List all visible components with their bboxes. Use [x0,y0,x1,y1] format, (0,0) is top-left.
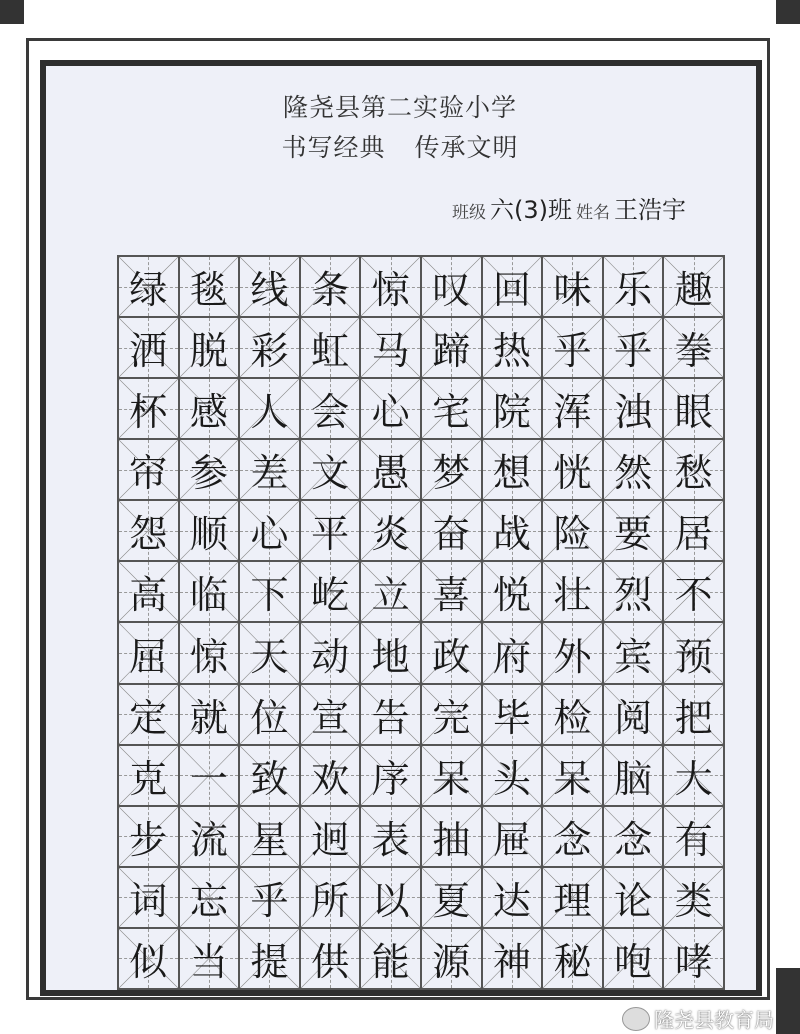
handwritten-character: 杯 [129,390,168,435]
handwritten-character: 供 [311,939,350,984]
grid-cell [300,561,361,622]
handwritten-character: 当 [189,939,228,984]
handwritten-character: 大 [674,756,713,801]
grid-cell [542,256,603,317]
grid-cell [603,928,664,989]
grid-cell [300,928,361,989]
handwritten-character: 以 [371,878,410,923]
grid-cell [179,745,240,806]
handwritten-character: 悦 [492,573,531,618]
grid-cell [421,806,482,867]
handwritten-character: 彩 [250,329,289,374]
grid-cell [360,256,421,317]
grid-cell [542,439,603,500]
corner-shade [0,0,24,24]
corner-shade [776,0,800,24]
grid-cell [179,439,240,500]
grid-cell [603,806,664,867]
grid-cell [179,928,240,989]
grid-cell [360,317,421,378]
grid-cell [663,561,724,622]
handwritten-character: 梦 [432,451,471,496]
grid-cell [360,928,421,989]
handwritten-character: 愚 [371,451,410,496]
handwritten-character: 居 [674,512,713,557]
grid-cell [663,317,724,378]
handwritten-character: 立 [371,573,410,618]
grid-cell [118,256,179,317]
grid-cell [179,806,240,867]
grid-cell [360,378,421,439]
handwritten-character: 地 [371,634,410,679]
grid-cell [118,745,179,806]
practice-grid [117,255,725,990]
grid-cell [542,745,603,806]
handwritten-character: 恍 [553,451,592,496]
handwritten-character: 要 [614,512,653,557]
handwritten-character: 天 [250,634,289,679]
handwritten-character: 哮 [674,939,713,984]
grid-cell [542,622,603,683]
handwritten-character: 惊 [371,268,410,313]
grid-cell [603,317,664,378]
handwritten-character: 表 [371,817,410,862]
handwritten-character: 人 [250,390,289,435]
handwritten-character: 流 [189,817,228,862]
grid-cell [118,622,179,683]
grid-cell [421,378,482,439]
handwritten-character: 浊 [614,390,653,435]
grid-cell [300,684,361,745]
grid-cell [603,622,664,683]
handwritten-character: 然 [614,451,653,496]
handwritten-character: 能 [371,939,410,984]
grid-cell [118,378,179,439]
handwritten-character: 怨 [129,512,168,557]
handwritten-character: 完 [432,695,471,740]
grid-cell [239,684,300,745]
grid-cell [482,500,543,561]
grid-cell [239,317,300,378]
grid-cell [482,439,543,500]
grid-cell [663,684,724,745]
handwritten-character: 马 [371,329,410,374]
grid-cell [239,439,300,500]
watermark-text: 隆尧县教育局 [654,1008,774,1032]
handwritten-character: 神 [492,939,531,984]
grid-cell [482,867,543,928]
handwritten-character: 有 [674,817,713,862]
handwritten-character: 宅 [432,390,471,435]
grid-cell [239,622,300,683]
grid-cell [482,317,543,378]
handwritten-character: 喜 [432,573,471,618]
grid-cell [542,684,603,745]
grid-cell [603,867,664,928]
handwritten-character: 毯 [189,268,228,313]
handwritten-character: 乐 [614,268,653,313]
handwritten-character: 把 [674,695,713,740]
grid-cell [542,317,603,378]
handwritten-character: 一 [189,756,228,801]
grid-cell [300,806,361,867]
grid-cell [300,745,361,806]
handwritten-character: 乎 [250,878,289,923]
wechat-icon [622,1007,650,1031]
grid-cell [118,561,179,622]
handwritten-character: 拳 [674,329,713,374]
handwritten-character: 回 [492,268,531,313]
handwritten-character: 似 [129,939,168,984]
grid-cell [421,317,482,378]
grid-cell [118,806,179,867]
handwritten-character: 毕 [492,695,531,740]
handwritten-character: 外 [553,634,592,679]
handwritten-character: 就 [189,695,228,740]
grid-cell [663,256,724,317]
handwritten-character: 阅 [614,695,653,740]
handwritten-character: 虹 [311,329,350,374]
corner-shade [776,968,800,1034]
grid-cell [663,867,724,928]
grid-cell [179,684,240,745]
grid-cell [118,317,179,378]
grid-cell [482,928,543,989]
grid-cell [118,928,179,989]
grid-cell [239,256,300,317]
grid-cell [421,928,482,989]
grid-cell [179,561,240,622]
handwritten-character: 致 [250,756,289,801]
handwritten-character: 线 [250,268,289,313]
handwritten-character: 顺 [189,512,228,557]
handwritten-character: 炎 [371,512,410,557]
handwritten-character: 迥 [311,817,350,862]
handwritten-character: 头 [492,756,531,801]
grid-cell [360,745,421,806]
handwritten-character: 屉 [492,817,531,862]
handwritten-character: 预 [674,634,713,679]
grid-cell [421,256,482,317]
grid-cell [663,806,724,867]
handwritten-character: 险 [553,512,592,557]
grid-cell [118,500,179,561]
grid-cell [179,500,240,561]
grid-cell [603,745,664,806]
grid-cell [360,684,421,745]
grid-cell [421,867,482,928]
grid-cell [421,684,482,745]
grid-cell [179,317,240,378]
grid-cell [360,867,421,928]
handwritten-character: 差 [250,451,289,496]
grid-cell [179,622,240,683]
handwritten-character: 不 [674,573,713,618]
grid-cell [360,561,421,622]
grid-cell [239,745,300,806]
grid-cell [360,806,421,867]
handwritten-character: 参 [189,451,228,496]
handwritten-character: 趣 [674,268,713,313]
handwritten-character: 惊 [189,634,228,679]
handwritten-character: 高 [129,573,168,618]
handwritten-character: 帘 [129,451,168,496]
handwritten-character: 夏 [432,878,471,923]
watermark [622,1004,774,1033]
handwritten-character: 烈 [614,573,653,618]
handwritten-character: 抽 [432,817,471,862]
handwritten-character: 星 [250,817,289,862]
handwritten-character: 源 [432,939,471,984]
handwritten-character: 叹 [432,268,471,313]
school-title: 隆尧县第二实验小学 [282,93,517,122]
grid-cell [179,256,240,317]
grid-cell [300,317,361,378]
handwritten-character: 眼 [674,390,713,435]
grid-cell [300,378,361,439]
handwritten-character: 步 [129,817,168,862]
handwritten-character: 愁 [674,451,713,496]
handwritten-character: 呆 [553,756,592,801]
handwritten-character: 词 [129,878,168,923]
motto [0,128,800,164]
handwritten-character: 克 [129,756,168,801]
motto-right: 传承文明 [414,133,519,162]
handwritten-character: 浑 [553,390,592,435]
handwritten-character: 乎 [553,329,592,374]
handwritten-character: 念 [614,817,653,862]
grid-cell [239,806,300,867]
handwritten-character: 战 [492,512,531,557]
handwritten-character: 论 [614,878,653,923]
grid-cell [542,561,603,622]
name-value: 王浩宇 [614,196,686,224]
grid-cell [663,928,724,989]
handwritten-character: 临 [189,573,228,618]
grid-cell [239,500,300,561]
grid-cell [239,867,300,928]
grid-cell [179,378,240,439]
handwritten-character: 心 [250,512,289,557]
grid-cell [482,256,543,317]
handwritten-character: 检 [553,695,592,740]
grid-cell [542,928,603,989]
grid-cell [603,256,664,317]
handwritten-character: 位 [250,695,289,740]
handwritten-character: 忘 [189,878,228,923]
grid-cell [239,378,300,439]
handwritten-character: 序 [371,756,410,801]
handwritten-character: 文 [311,451,350,496]
handwritten-character: 宣 [311,695,350,740]
grid-cell [179,867,240,928]
grid-cell [482,378,543,439]
grid-cell [421,561,482,622]
grid-cell [300,256,361,317]
grid-cell [663,500,724,561]
handwritten-character: 乎 [614,329,653,374]
grid-cell [542,378,603,439]
grid-cell [482,745,543,806]
handwritten-character: 告 [371,695,410,740]
grid-cell [663,439,724,500]
grid-cell [603,684,664,745]
handwritten-character: 洒 [129,329,168,374]
handwritten-character: 屹 [311,573,350,618]
grid-cell [603,500,664,561]
handwritten-character: 屈 [129,634,168,679]
grid-cell [360,500,421,561]
grid-cell [542,867,603,928]
handwritten-character: 绿 [129,268,168,313]
grid-cell [663,622,724,683]
handwritten-character: 院 [492,390,531,435]
grid-cell [421,500,482,561]
grid-cell [603,439,664,500]
handwritten-character: 定 [129,695,168,740]
grid-cell [300,867,361,928]
handwritten-character: 蹄 [432,329,471,374]
handwritten-character: 呆 [432,756,471,801]
handwritten-character: 感 [189,390,228,435]
handwritten-character: 宾 [614,634,653,679]
handwritten-character: 欢 [311,756,350,801]
handwritten-character: 下 [250,573,289,618]
handwritten-character: 动 [311,634,350,679]
grid-cell [603,378,664,439]
class-label: 班级 [452,203,486,223]
handwritten-character: 提 [250,939,289,984]
grid-cell [482,684,543,745]
grid-cell [482,561,543,622]
handwritten-character: 念 [553,817,592,862]
grid-cell [300,439,361,500]
handwritten-character: 咆 [614,939,653,984]
handwritten-character: 政 [432,634,471,679]
handwritten-character: 脑 [614,756,653,801]
class-value: 六(3)班 [490,196,572,224]
grid-cell [663,745,724,806]
grid-cell [482,806,543,867]
grid-cell [118,439,179,500]
grid-cell [239,928,300,989]
student-info [452,190,690,225]
handwritten-character: 条 [311,268,350,313]
grid-cell [239,561,300,622]
grid-cell [542,500,603,561]
grid-cell [360,439,421,500]
handwritten-character: 达 [492,878,531,923]
grid-cell [118,684,179,745]
grid-cell [663,378,724,439]
handwritten-character: 味 [553,268,592,313]
grid-cell [421,745,482,806]
handwritten-character: 会 [311,390,350,435]
grid-cell [360,622,421,683]
name-label: 姓名 [576,203,610,223]
handwritten-character: 秘 [553,939,592,984]
handwritten-character: 奋 [432,512,471,557]
grid-cell [542,806,603,867]
handwritten-character: 脱 [189,329,228,374]
grid-cell [421,622,482,683]
handwritten-character: 心 [371,390,410,435]
handwritten-character: 所 [311,878,350,923]
motto-left: 书写经典 [281,133,386,162]
grid-cell [603,561,664,622]
handwritten-character: 想 [492,451,531,496]
grid-cell [300,622,361,683]
handwritten-character: 类 [674,878,713,923]
handwritten-character: 热 [492,329,531,374]
grid-cell [300,500,361,561]
handwritten-character: 府 [492,634,531,679]
handwritten-character: 壮 [553,573,592,618]
grid-cell [421,439,482,500]
grid-cell [118,867,179,928]
handwritten-character: 平 [311,512,350,557]
handwritten-character: 理 [553,878,592,923]
grid-cell [482,622,543,683]
